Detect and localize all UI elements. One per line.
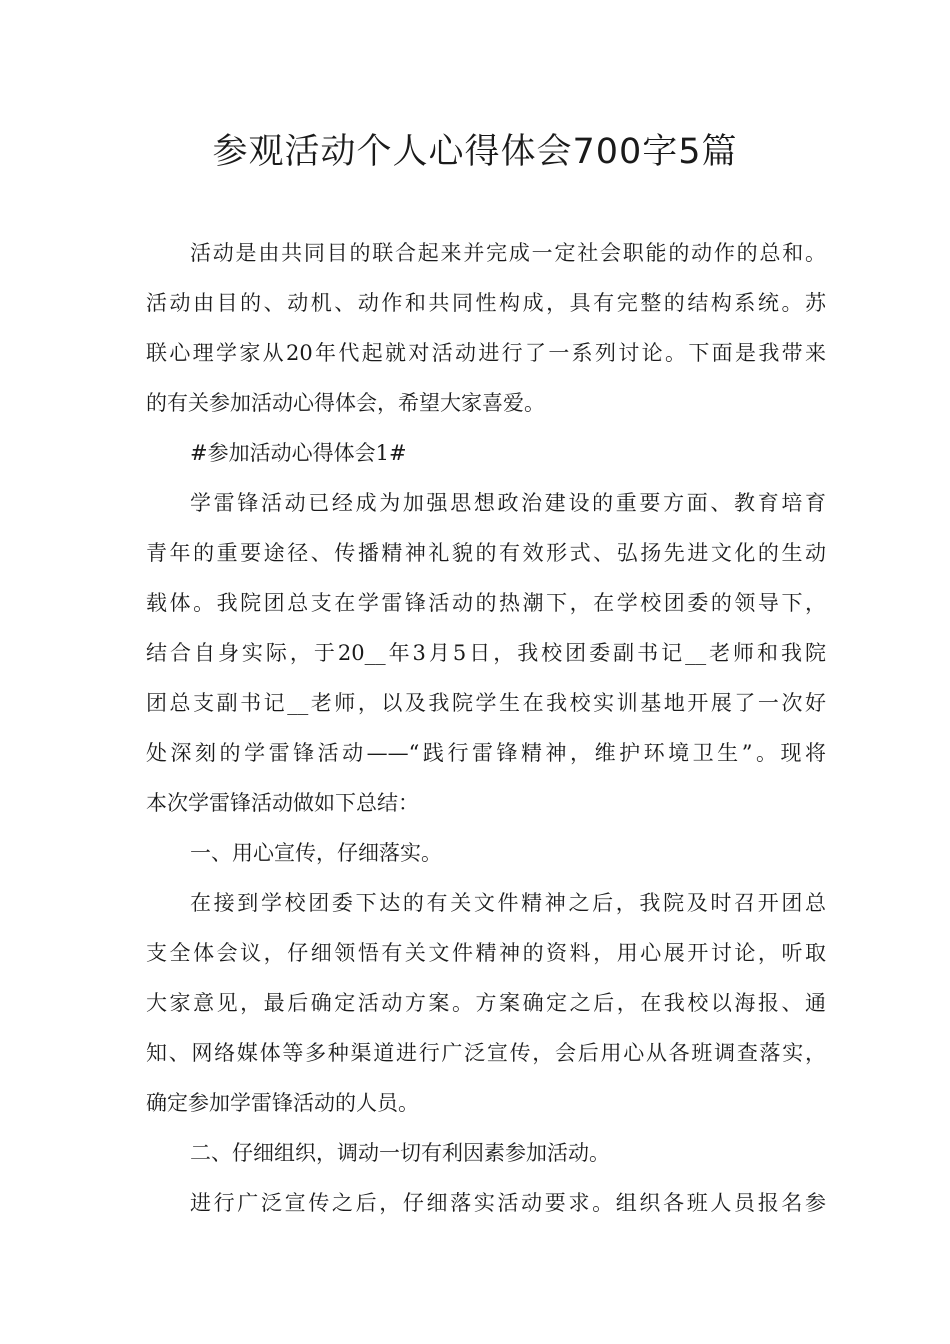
document-title: 参观活动个人心得体会700字5篇 — [212, 132, 738, 172]
text-line: 青年的重要途径、传播精神礼貌的有效形式、弘扬先进文化的生动 — [146, 541, 826, 565]
text-line: 团总支副书记__老师，以及我院学生在我校实训基地开展了一次好 — [146, 691, 826, 715]
text-line: 支全体会议，仔细领悟有关文件精神的资料，用心展开讨论，听取 — [146, 941, 826, 965]
document-body — [146, 228, 826, 1228]
text-line: 的有关参加活动心得体会，希望大家喜爱。 — [146, 391, 545, 415]
text-line: 二、仔细组织，调动一切有利因素参加活动。 — [190, 1141, 610, 1165]
text-line: #参加活动心得体会1# — [190, 441, 407, 465]
text-line: 载体。我院团总支在学雷锋活动的热潮下，在学校团委的领导下， — [146, 591, 826, 615]
text-line: 学雷锋活动已经成为加强思想政治建设的重要方面、教育培育 — [190, 491, 826, 515]
text-line: 处深刻的学雷锋活动——“践行雷锋精神，维护环境卫生”。现将 — [146, 741, 826, 765]
text-line: 大家意见，最后确定活动方案。方案确定之后，在我校以海报、通 — [146, 991, 826, 1015]
text-line: 活动由目的、动机、动作和共同性构成，具有完整的结构系统。苏 — [146, 291, 826, 315]
text-line: 进行广泛宣传之后，仔细落实活动要求。组织各班人员报名参 — [190, 1191, 826, 1215]
text-line: 在接到学校团委下达的有关文件精神之后，我院及时召开团总 — [190, 891, 826, 915]
text-line: 确定参加学雷锋活动的人员。 — [146, 1091, 419, 1115]
text-line: 本次学雷锋活动做如下总结： — [146, 791, 419, 815]
text-line: 知、网络媒体等多种渠道进行广泛宣传，会后用心从各班调查落实， — [146, 1041, 826, 1065]
text-line: 一、用心宣传，仔细落实。 — [190, 841, 442, 865]
text-line: 联心理学家从20年代起就对活动进行了一系列讨论。下面是我带来 — [146, 341, 826, 365]
text-line: 活动是由共同目的联合起来并完成一定社会职能的动作的总和。 — [190, 241, 826, 265]
text-line: 结合自身实际，于20__年3月5日，我校团委副书记__老师和我院 — [146, 641, 826, 665]
